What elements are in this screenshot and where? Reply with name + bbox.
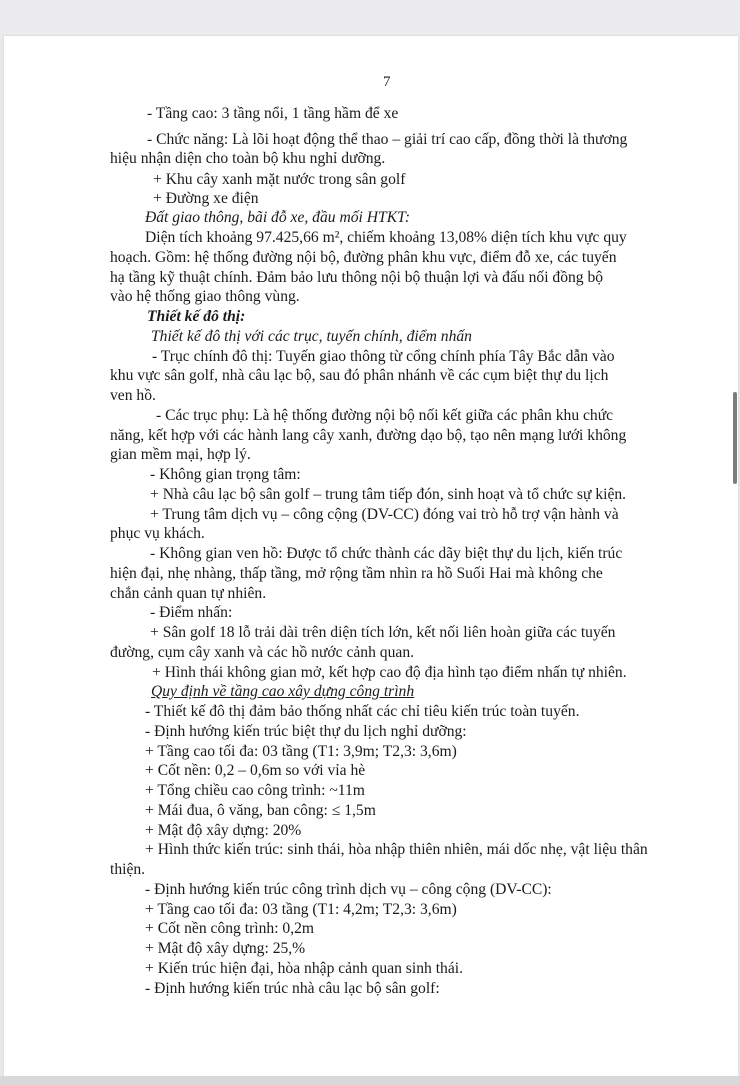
text-line: - Không gian trọng tâm: <box>150 466 301 483</box>
bottom-background <box>0 1076 740 1085</box>
text-line: vào hệ thống giao thông vùng. <box>110 288 300 305</box>
text-line: + Tầng cao tối đa: 03 tầng (T1: 4,2m; T2,3: 3,6m) <box>145 901 457 918</box>
text-line: - Chức năng: Là lõi hoạt động thể thao – giải trí cao cấp, đồng thời là thương <box>147 131 628 148</box>
text-line: + Trung tâm dịch vụ – công cộng (DV-CC) đóng vai trò hỗ trợ vận hành và <box>150 506 619 523</box>
text-line: Diện tích khoảng 97.425,66 m², chiếm khoảng 13,08% diện tích khu vực quy <box>145 229 627 246</box>
text-line: - Định hướng kiến trúc nhà câu lạc bộ sân golf: <box>145 980 440 997</box>
text-line: - Tầng cao: 3 tầng nổi, 1 tầng hầm để xe <box>147 105 399 122</box>
text-line: năng, kết hợp với các hành lang cây xanh, đường dạo bộ, tạo nên mạng lưới không <box>110 427 627 444</box>
text-line: + Mật độ xây dựng: 20% <box>145 822 302 839</box>
text-line: thiện. <box>110 861 146 878</box>
text-line: + Hình thức kiến trúc: sinh thái, hòa nhập thiên nhiên, mái dốc nhẹ, vật liệu thân <box>145 841 648 858</box>
section-heading: Thiết kế đô thị: <box>147 308 246 325</box>
top-background <box>0 0 740 34</box>
text-line: + Cốt nền: 0,2 – 0,6m so với vỉa hè <box>145 762 366 779</box>
text-line: hoạch. Gồm: hệ thống đường nội bộ, đường phân khu vực, điểm đỗ xe, các tuyến <box>110 249 617 266</box>
text-line: hạ tầng kỹ thuật chính. Đảm bảo lưu thông nội bộ thuận lợi và đấu nối đồng bộ <box>110 269 604 286</box>
text-line: hiệu nhận diện cho toàn bộ khu nghỉ dưỡng. <box>110 150 386 167</box>
text-line: + Sân golf 18 lỗ trải dài trên diện tích lớn, kết nối liên hoàn giữa các tuyến <box>150 624 616 641</box>
text-line: phục vụ khách. <box>110 525 205 542</box>
page-number: 7 <box>383 74 391 90</box>
text-line: gian mềm mại, hợp lý. <box>110 446 251 463</box>
text-line: hiện đại, nhẹ nhàng, thấp tầng, mở rộng tầm nhìn ra hồ Suối Hai mà không che <box>110 565 603 582</box>
section-subheading: Quy định về tầng cao xây dựng công trình <box>151 683 415 700</box>
text-line: + Tổng chiều cao công trình: ~11m <box>145 782 365 799</box>
text-line: khu vực sân golf, nhà câu lạc bộ, sau đó phân nhánh về các cụm biệt thự du lịch <box>110 367 609 384</box>
text-line: - Thiết kế đô thị đảm bảo thống nhất các chỉ tiêu kiến trúc toàn tuyến. <box>145 703 580 720</box>
text-line: + Cốt nền công trình: 0,2m <box>145 920 315 937</box>
text-line: + Mái đua, ô văng, ban công: ≤ 1,5m <box>145 802 376 819</box>
text-line: - Các trục phụ: Là hệ thống đường nội bộ nối kết giữa các phân khu chức <box>156 407 614 424</box>
text-line: + Mật độ xây dựng: 25,% <box>145 940 306 957</box>
text-line: + Kiến trúc hiện đại, hòa nhập cảnh quan sinh thái. <box>145 960 463 977</box>
scrollbar-thumb[interactable] <box>733 392 737 484</box>
text-line: chắn cảnh quan tự nhiên. <box>110 585 267 602</box>
text-line: - Định hướng kiến trúc công trình dịch vụ – công cộng (DV-CC): <box>145 881 552 898</box>
text-line: + Hình thái không gian mở, kết hợp cao độ địa hình tạo điểm nhấn tự nhiên. <box>152 664 627 681</box>
section-subheading: Đất giao thông, bãi đỗ xe, đầu mối HTKT: <box>145 209 411 226</box>
text-line: + Tầng cao tối đa: 03 tầng (T1: 3,9m; T2,3: 3,6m) <box>145 743 457 760</box>
text-line: - Không gian ven hồ: Được tổ chức thành các dãy biệt thự du lịch, kiến trúc <box>150 545 623 562</box>
text-line: - Điểm nhấn: <box>150 604 233 621</box>
text-line: + Khu cây xanh mặt nước trong sân golf <box>153 171 406 188</box>
text-line: - Trục chính đô thị: Tuyến giao thông từ cổng chính phía Tây Bắc dẫn vào <box>152 348 615 365</box>
text-line: đường, cụm cây xanh và các hồ nước cảnh quan. <box>110 644 415 661</box>
text-line: + Đường xe điện <box>153 190 259 207</box>
text-line: ven hồ. <box>110 387 156 404</box>
text-line: + Nhà câu lạc bộ sân golf – trung tâm tiếp đón, sinh hoạt và tổ chức sự kiện. <box>150 486 627 503</box>
text-line: - Định hướng kiến trúc biệt thự du lịch nghỉ dưỡng: <box>145 723 467 740</box>
section-subheading: Thiết kế đô thị với các trục, tuyến chính, điểm nhấn <box>151 328 472 345</box>
